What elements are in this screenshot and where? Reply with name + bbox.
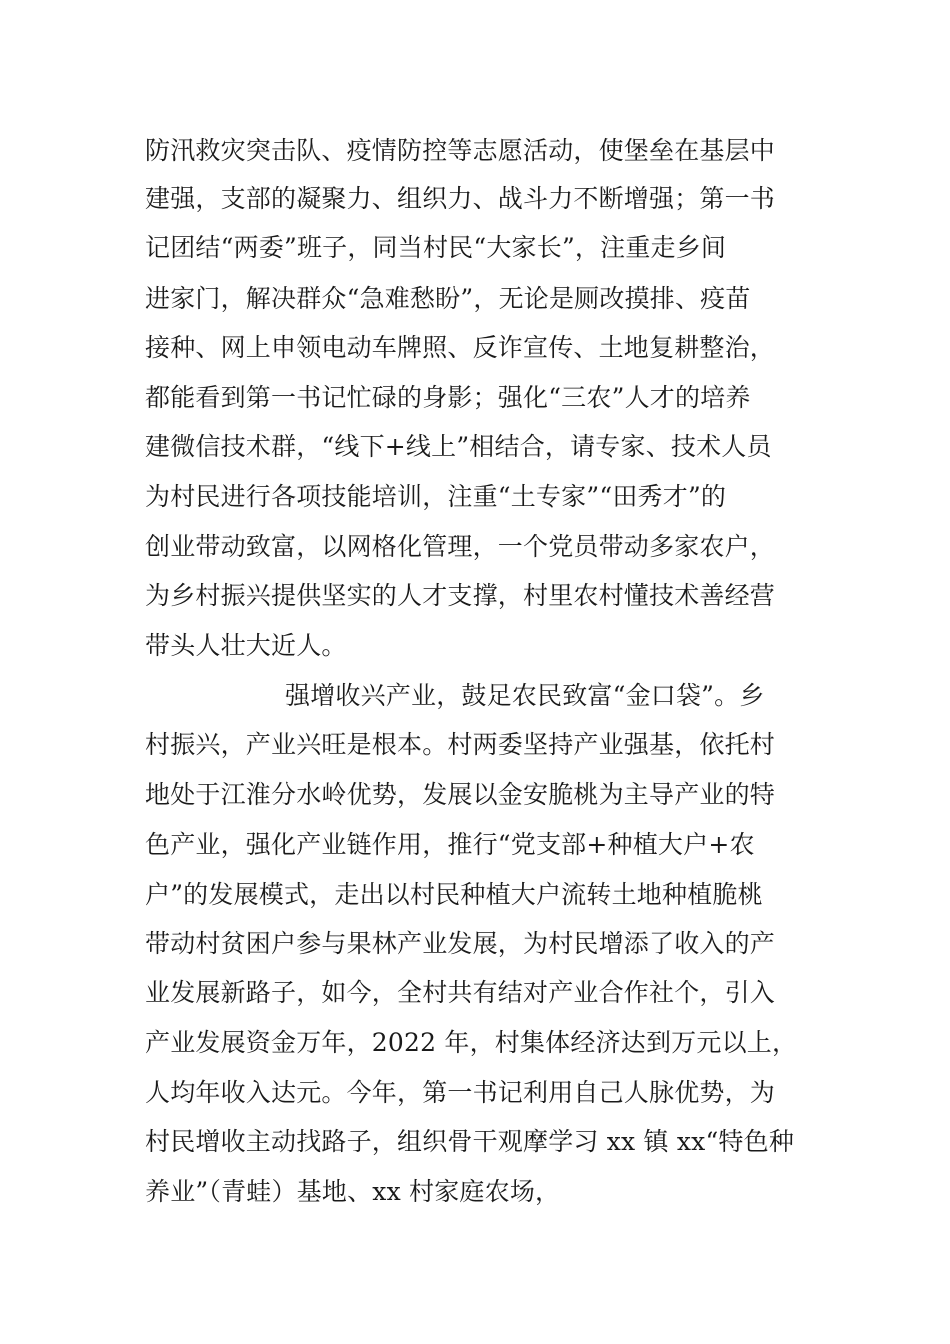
paragraph-heading: 强增收兴产业，鼓足农民致富“金口袋”。乡 (285, 681, 765, 710)
text-line: 村民增收主动找路子，组织骨干观摩学习 xx 镇 xx“特色种 (145, 1127, 795, 1156)
text-line: 带动村贫困户参与果林产业发展，为村民增添了收入的产 (145, 929, 776, 958)
text-line: 都能看到第一书记忙碌的身影；强化“三农”人才的培养 (145, 383, 751, 412)
text-line: 产业发展资金万年，2022 年，村集体经济达到万元以上， (145, 1028, 798, 1057)
text-line: 村振兴，产业兴旺是根本。村两委坚持产业强基，依托村 (145, 730, 776, 759)
text-line: 色产业，强化产业链作用，推行“党支部+种植大户+农 (145, 830, 755, 859)
text-line: 户”的发展模式，走出以村民种植大户流转土地种植脆桃 (145, 880, 763, 909)
text-line: 接种、网上申领电动车牌照、反诈宣传、土地复耕整治， (145, 333, 776, 362)
text-line: 记团结“两委”班子，同当村民“大家长”，注重走乡间 (145, 233, 727, 262)
text-line: 进家门，解决群众“急难愁盼”，无论是厕改摸排、疫苗 (145, 284, 751, 313)
text-line: 建微信技术群，“线下+线上”相结合，请专家、技术人员 (145, 432, 772, 461)
text-line: 地处于江淮分水岭优势，发展以金安脆桃为主导产业的特 (145, 780, 776, 809)
text-line: 为村民进行各项技能培训，注重“土专家”“田秀才”的 (145, 482, 727, 511)
text-line: 为乡村振兴提供坚实的人才支撑，村里农村懂技术善经营 (145, 581, 776, 610)
text-line: 人均年收入达元。今年，第一书记利用自己人脉优势，为 (145, 1078, 776, 1107)
text-line: 养业”（青蛙）基地、xx 村家庭农场， (145, 1177, 561, 1206)
text-line: 带头人壮大近人。 (145, 631, 347, 660)
text-line: 业发展新路子，如今，全村共有结对产业合作社个，引入 (145, 978, 776, 1007)
text-line: 防汛救灾突击队、疫情防控等志愿活动，使堡垒在基层中 (145, 136, 776, 165)
text-line: 创业带动致富，以网格化管理，一个党员带动多家农户， (145, 532, 776, 561)
text-line: 建强，支部的凝聚力、组织力、战斗力不断增强；第一书 (145, 184, 776, 213)
